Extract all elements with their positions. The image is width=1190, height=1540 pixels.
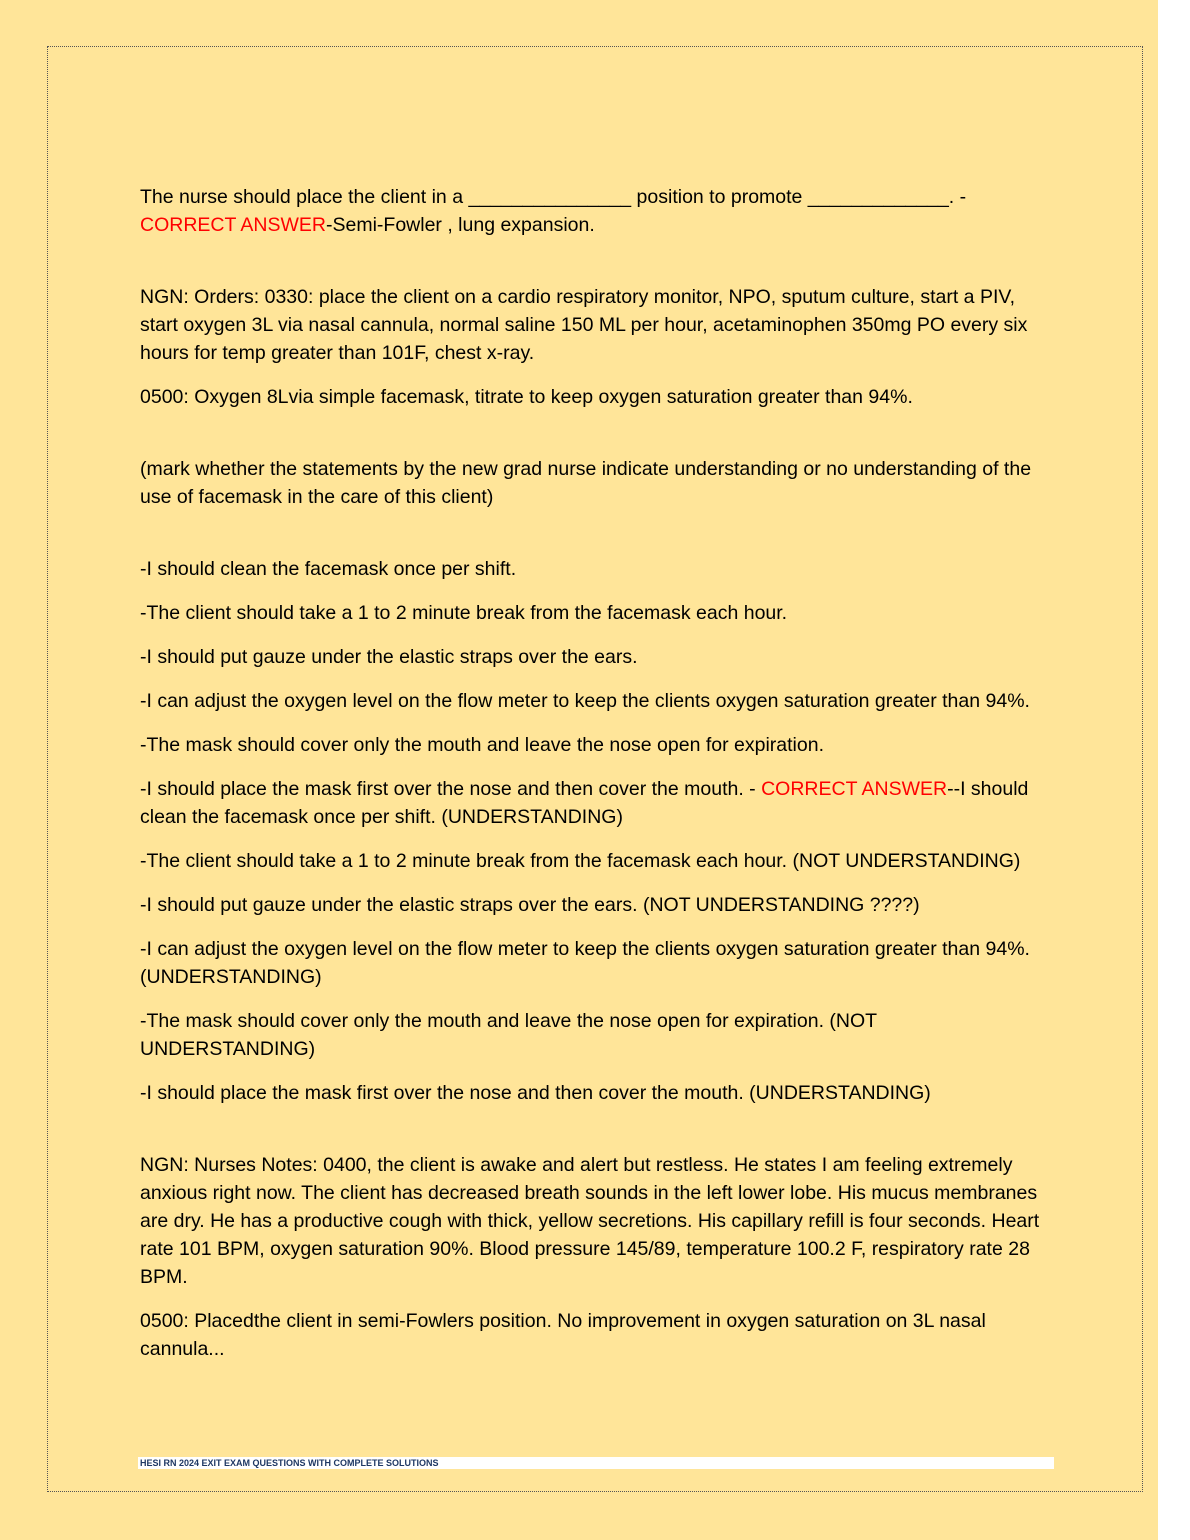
instruction-paragraph: (mark whether the statements by the new grad nurse indicate understanding or no understanding of the use of facemask in the care of this client)	[140, 458, 1032, 508]
answer-item: -The mask should cover only the mouth and leave the nose open for expiration. (NOT UNDERSTANDING)	[140, 1010, 877, 1060]
statement-item: -The mask should cover only the mouth and leave the nose open for expiration.	[140, 734, 824, 756]
correct-answer-label: CORRECT ANSWER	[140, 214, 326, 236]
correct-answer-label: CORRECT ANSWER	[761, 778, 948, 800]
answer-item: -I can adjust the oxygen level on the flow meter to keep the clients oxygen saturation greater than 94%. (UNDERSTANDING)	[140, 938, 1030, 988]
answer-item: -I should put gauze under the elastic straps over the ears. (NOT UNDERSTANDING ????)	[140, 894, 920, 916]
footer-title: HESI RN 2024 EXIT EXAM QUESTIONS WITH COMPLETE SOLUTIONS	[140, 1458, 439, 1468]
answer-text: --I should clean the facemask once per shift. (UNDERSTANDING)	[140, 778, 1029, 828]
statement-text: -I should place the mask first over the nose and then cover the mouth. -	[140, 778, 756, 800]
orders-paragraph: NGN: Orders: 0330: place the client on a cardio respiratory monitor, NPO, sputum culture, start a PIV, start oxygen 3L via nasal cannula, normal saline 150 ML per hour, acetaminophen 350mg PO every six hours for temp greater than 101F, chest x-ray.	[140, 286, 1028, 364]
footer-bar	[138, 1457, 1054, 1469]
question-1-text: The nurse should place the client in a _______________ position to promote _____________. -	[140, 186, 967, 208]
statement-item: -I should clean the facemask once per shift.	[140, 558, 517, 580]
statement-with-answer	[140, 775, 1055, 831]
statement-item: -The client should take a 1 to 2 minute break from the facemask each hour.	[140, 602, 788, 624]
document-body	[140, 183, 1055, 1363]
answer-item: -The client should take a 1 to 2 minute break from the facemask each hour. (NOT UNDERSTANDING)	[140, 850, 1021, 872]
answer-item: -I should place the mask first over the nose and then cover the mouth. (UNDERSTANDING)	[140, 1082, 931, 1104]
question-1-answer: -Semi-Fowler , lung expansion.	[326, 214, 595, 236]
question-1	[140, 183, 1055, 239]
orders-0500: 0500: Oxygen 8Lvia simple facemask, titrate to keep oxygen saturation greater than 94%.	[140, 386, 913, 408]
statement-item: -I should put gauze under the elastic straps over the ears.	[140, 646, 638, 668]
statement-item: -I can adjust the oxygen level on the flow meter to keep the clients oxygen saturation greater than 94%.	[140, 690, 1030, 712]
nurses-notes-paragraph: NGN: Nurses Notes: 0400, the client is awake and alert but restless. He states I am feeling extremely anxious right now. The client has decreased breath sounds in the left lower lobe. His mucus membranes are dry. He has a productive cough with thick, yellow secretions. His capillary refill is four seconds. Heart rate 101 BPM, oxygen saturation 90%. Blood pressure 145/89, temperature 100.2 F, respiratory rate 28 BPM.	[140, 1154, 1040, 1288]
nurses-notes-0500: 0500: Placedthe client in semi-Fowlers position. No improvement in oxygen saturation on 3L nasal cannula...	[140, 1310, 986, 1360]
